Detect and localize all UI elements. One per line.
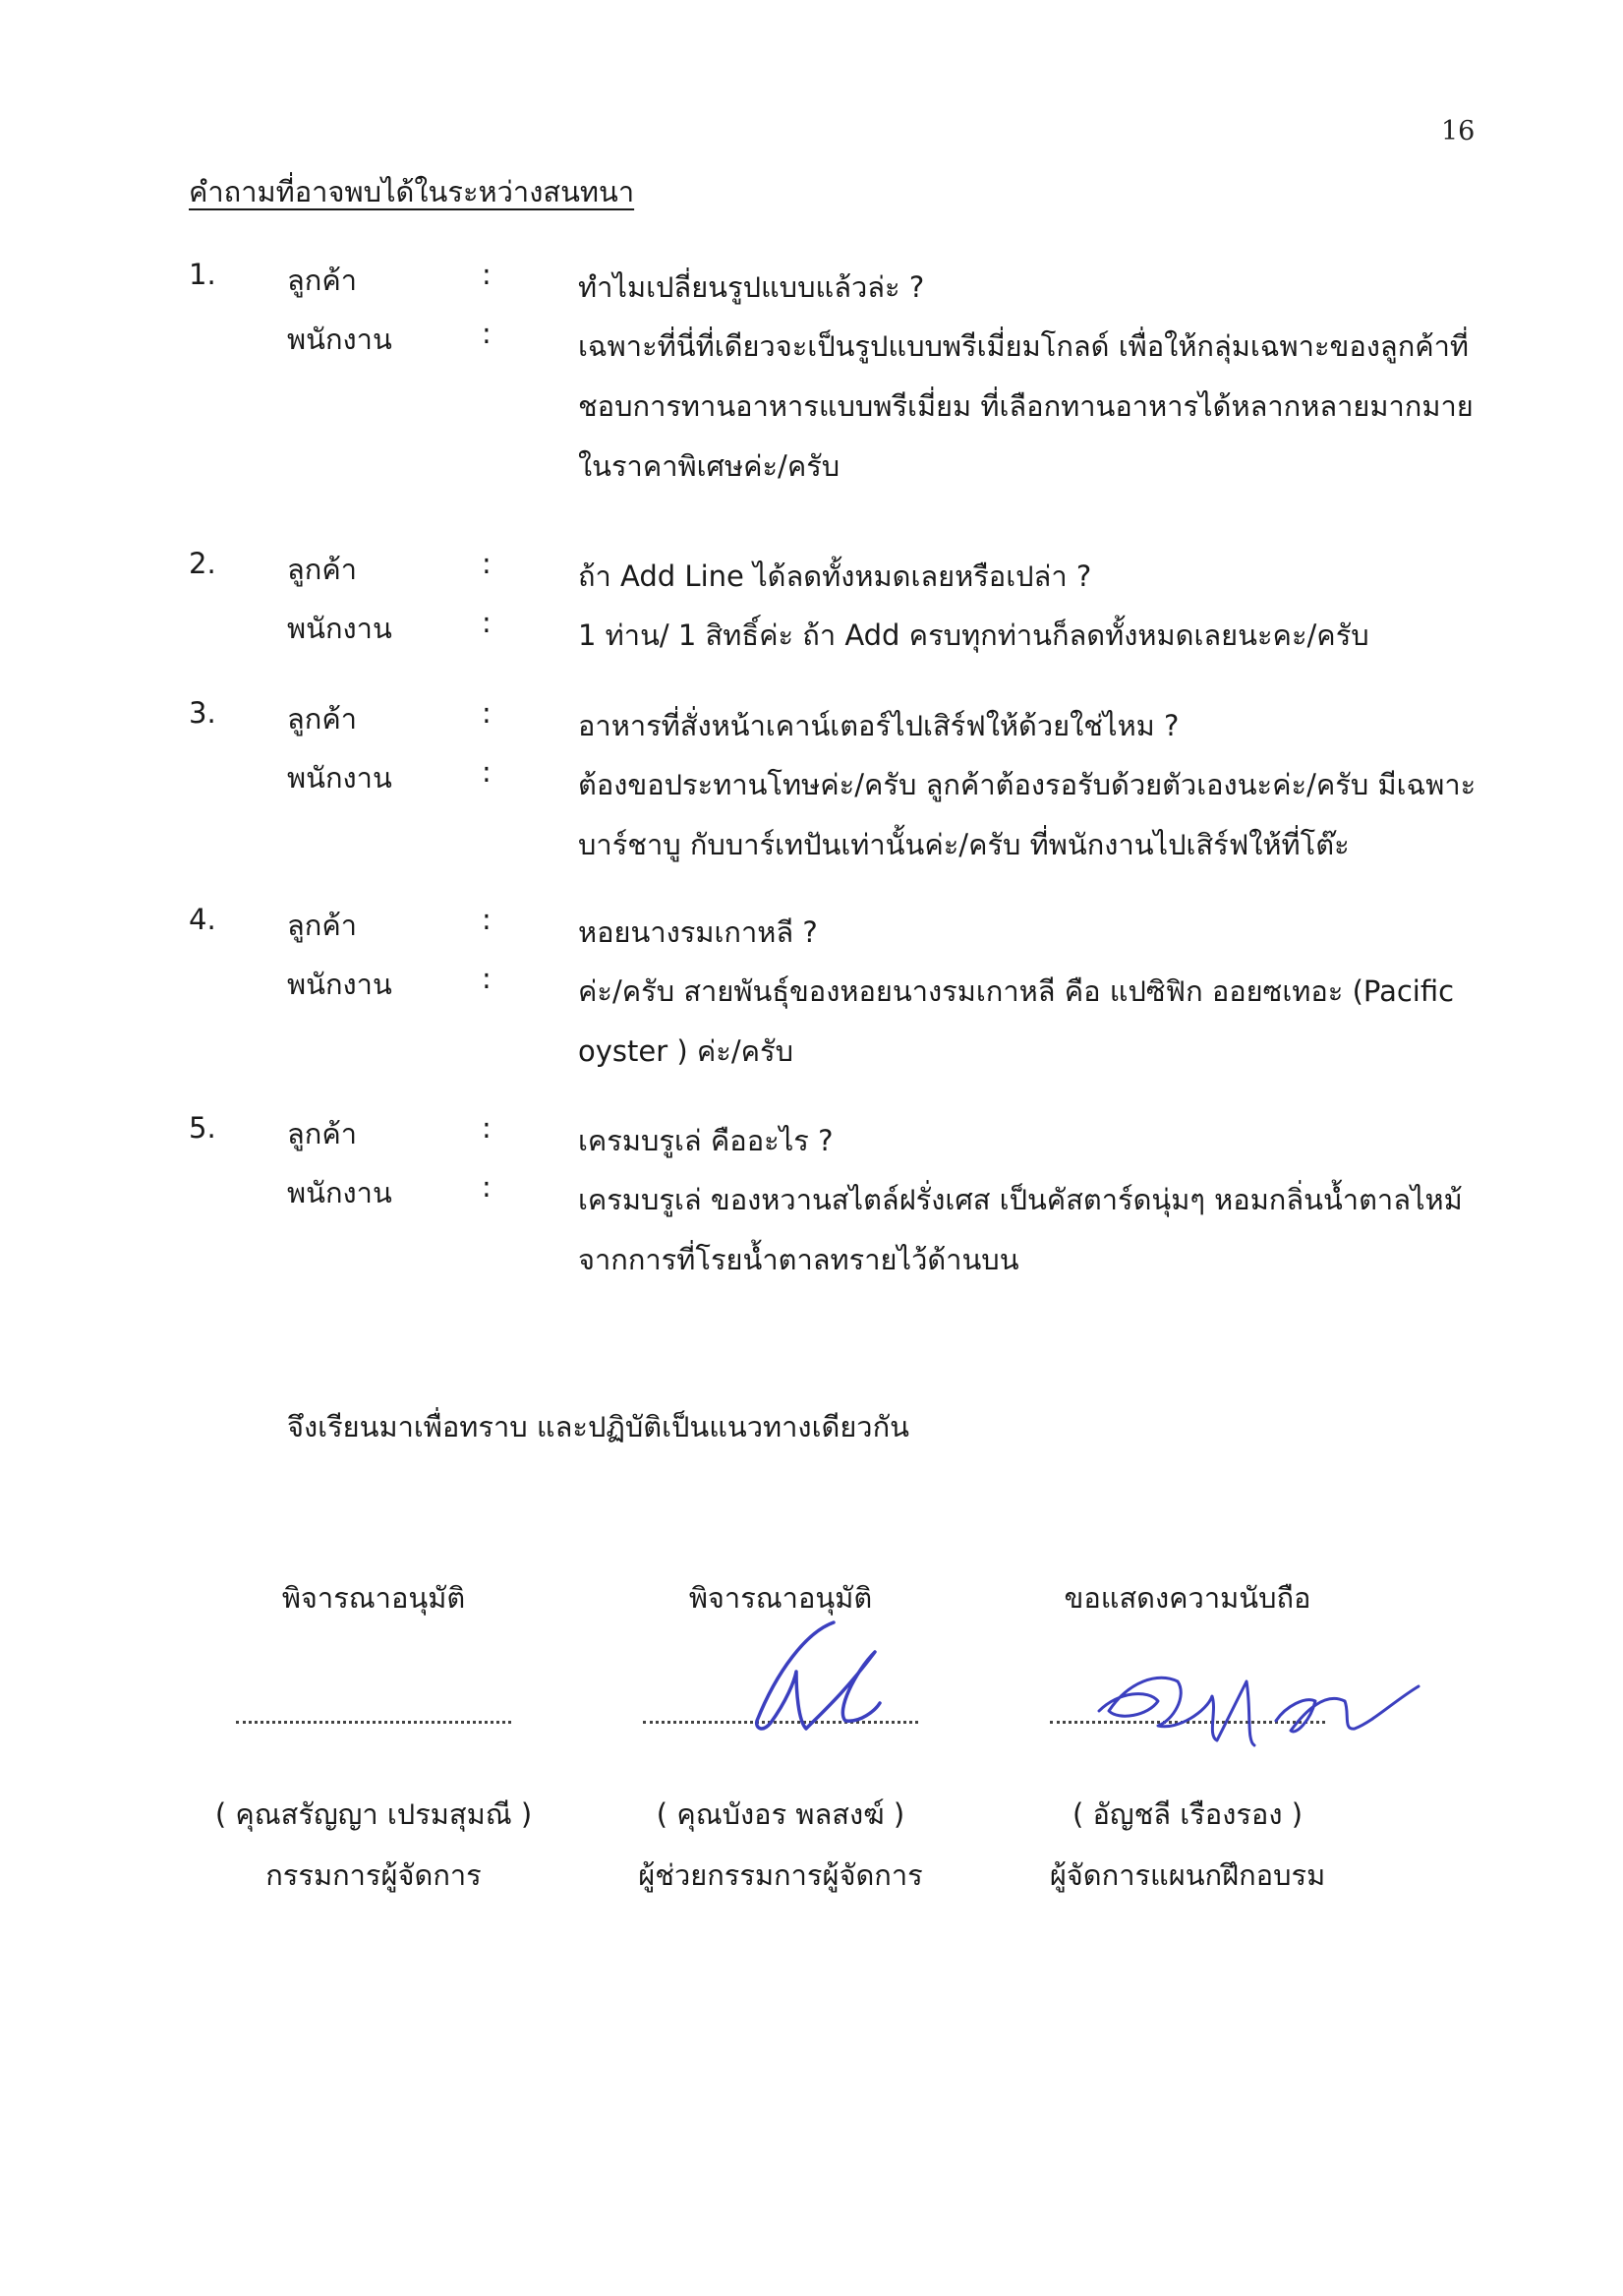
staff-label: พนักงาน <box>287 612 392 645</box>
page-number: 16 <box>1441 116 1476 147</box>
handwritten-signature-1 <box>727 1613 924 1750</box>
answer-line: ชอบการทานอาหารแบบพรีเมี่ยม ที่เลือกทานอาหารได้หลากหลายมากมาย <box>578 389 1474 423</box>
colon: : <box>482 606 492 639</box>
question-text: หอยนางรมเกาหลี ? <box>578 915 818 949</box>
answer-line: 1 ท่าน/ 1 สิทธิ์ค่ะ ถ้า Add ครบทุกท่านก็ลดทั้งหมดเลยนะคะ/ครับ <box>578 618 1369 652</box>
qa-item <box>0 903 1623 1084</box>
question-text: ถ้า Add Line ได้ลดทั้งหมดเลยหรือเปล่า ? <box>578 559 1092 593</box>
colon: : <box>482 755 492 789</box>
qa-number: 5. <box>189 1111 216 1145</box>
signature-line <box>236 1721 511 1724</box>
colon: : <box>482 1170 492 1204</box>
signatory-name: ( คุณบังอร พลสงฆ์ ) <box>656 1797 905 1831</box>
colon: : <box>482 1111 492 1145</box>
signatory-position: ผู้ช่วยกรรมการผู้จัดการ <box>638 1858 923 1892</box>
answer-text <box>578 755 1492 875</box>
answer-text <box>578 962 1492 1082</box>
signatory-position: ผู้จัดการแผนกฝึกอบรม <box>1049 1858 1326 1892</box>
customer-label: ลูกค้า <box>287 1117 358 1150</box>
colon: : <box>482 696 492 730</box>
question-text: ทำไมเปลี่ยนรูปแบบแล้วล่ะ ? <box>578 270 925 304</box>
answer-line: บาร์ชาบู กับบาร์เทปันเท่านั้นค่ะ/ครับ ที่พนักงานไปเสิร์ฟให้ที่โต๊ะ <box>578 828 1350 861</box>
qa-number: 3. <box>189 696 216 730</box>
answer-text <box>578 317 1492 497</box>
answer-line: ต้องขอประทานโทษค่ะ/ครับ ลูกค้าต้องรอรับด้วยตัวเองนะค่ะ/ครับ มีเฉพาะ <box>578 768 1477 801</box>
signature-label: พิจารณาอนุมัติ <box>688 1581 873 1615</box>
answer-line: oyster ) ค่ะ/ครับ <box>578 1034 794 1068</box>
qa-item <box>0 547 1623 665</box>
staff-label: พนักงาน <box>287 323 392 356</box>
answer-line: ค่ะ/ครับ สายพันธุ์ของหอยนางรมเกาหลี คือ แปซิฟิก ออยซเทอะ (Pacific <box>578 974 1455 1008</box>
colon: : <box>482 903 492 936</box>
qa-item <box>0 696 1623 877</box>
qa-number: 2. <box>189 547 216 580</box>
colon: : <box>482 258 492 291</box>
section-heading: คำถามที่อาจพบได้ในระหว่างสนทนา <box>189 175 635 208</box>
answer-text <box>578 606 1492 666</box>
answer-line: ในราคาพิเศษค่ะ/ครับ <box>578 449 840 483</box>
staff-label: พนักงาน <box>287 1176 392 1209</box>
signature-stroke <box>1099 1678 1254 1745</box>
closing-statement: จึงเรียนมาเพื่อทราบ และปฏิบัติเป็นแนวทางเดียวกัน <box>287 1410 909 1443</box>
qa-item <box>0 258 1623 503</box>
answer-line: จากการที่โรยน้ำตาลทรายไว้ด้านบน <box>578 1243 1019 1276</box>
answer-line: เครมบรูเล่ ของหวานสไตล์ฝรั่งเศส เป็นคัสตาร์ดนุ่มๆ หอมกลิ่นน้ำตาลไหม้ <box>578 1183 1463 1216</box>
signature-stroke <box>1276 1686 1419 1732</box>
staff-label: พนักงาน <box>287 968 392 1001</box>
answer-line: เฉพาะที่นี่ที่เดียวจะเป็นรูปแบบพรีเมี่ยมโกลด์ เพื่อให้กลุ่มเฉพาะของลูกค้าที่ <box>578 329 1470 363</box>
qa-number: 4. <box>189 903 216 936</box>
staff-label: พนักงาน <box>287 761 392 795</box>
question-text: อาหารที่สั่งหน้าเคาน์เตอร์ไปเสิร์ฟให้ด้วยใช่ไหม ? <box>578 709 1180 742</box>
signatory-position: กรรมการผู้จัดการ <box>265 1858 482 1892</box>
customer-label: ลูกค้า <box>287 909 358 942</box>
qa-item <box>0 1111 1623 1292</box>
qa-number: 1. <box>189 258 216 291</box>
answer-text <box>578 1170 1492 1290</box>
customer-label: ลูกค้า <box>287 553 358 586</box>
handwritten-signature-2 <box>1079 1652 1443 1760</box>
signatory-name: ( คุณสรัญญา เปรมสุมณี ) <box>214 1797 533 1831</box>
colon: : <box>482 547 492 580</box>
signature-stroke <box>757 1622 880 1729</box>
colon: : <box>482 962 492 995</box>
signature-block-md <box>177 1575 570 1910</box>
signature-label: พิจารณาอนุมัติ <box>281 1581 466 1615</box>
question-text: เครมบรูเล่ คืออะไร ? <box>578 1124 834 1157</box>
signatory-name: ( อัญชลี เรืองรอง ) <box>1072 1797 1304 1831</box>
signature-label: ขอแสดงความนับถือ <box>1064 1581 1311 1615</box>
colon: : <box>482 317 492 350</box>
customer-label: ลูกค้า <box>287 702 358 736</box>
customer-label: ลูกค้า <box>287 264 358 297</box>
